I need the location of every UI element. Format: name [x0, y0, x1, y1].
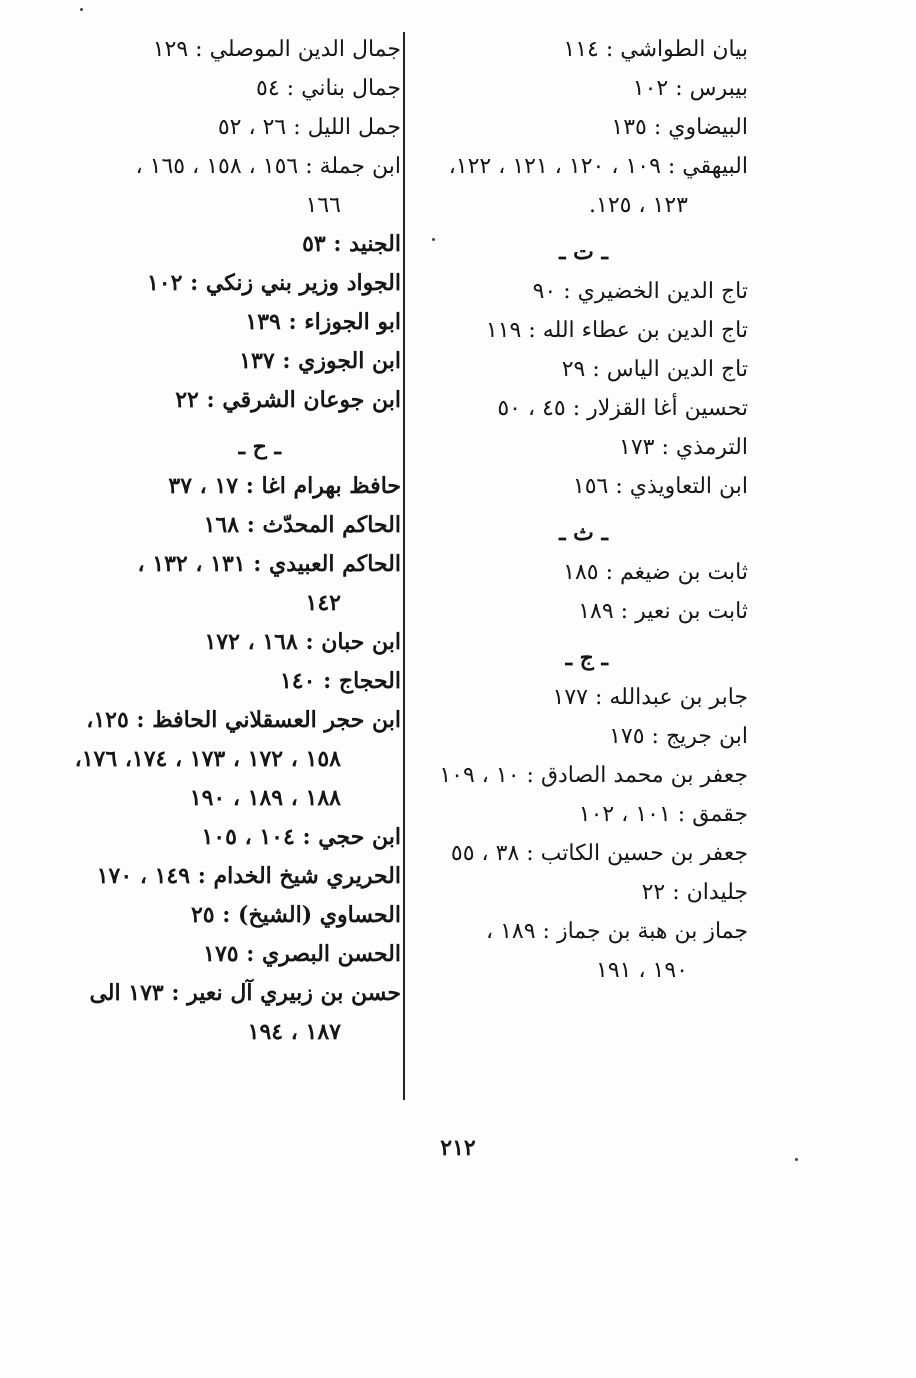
scan-speck — [795, 1158, 798, 1161]
index-entry: ابن حجي : ١٠٤ ، ١٠٥ — [201, 824, 401, 850]
left-entries-ha — [61, 467, 401, 1052]
page-number: ٢١٢ — [440, 1135, 476, 1161]
index-entry: جليدان : ٢٢ — [641, 880, 748, 905]
section-heading-ha: ـ ح ـ — [238, 434, 281, 460]
index-entry: الحجاج : ١٤٠ — [279, 668, 401, 694]
index-entry-continuation: ١٤٢ — [305, 590, 341, 616]
index-entry: ابو الجوزاء : ١٣٩ — [245, 309, 401, 335]
section-heading-ta: ـ ت ـ — [559, 239, 608, 265]
index-entry: ابن حبان : ١٦٨ ، ١٧٢ — [204, 629, 401, 655]
index-entry: حافظ بهرام اغا : ١٧ ، ٣٧ — [168, 473, 401, 499]
index-entry: بيان الطواشي : ١١٤ — [563, 37, 748, 62]
index-entry: الحساوي (الشيخ) : ٢٥ — [190, 902, 401, 928]
index-entry: ابن جملة : ١٥٦ ، ١٥٨ ، ١٦٥ ، — [135, 154, 401, 179]
right-entries-jim — [418, 678, 748, 990]
index-entry: البيضاوي : ١٣٥ — [611, 115, 748, 140]
index-entry: ابن التعاويذي : ١٥٦ — [572, 474, 748, 499]
left-index-column — [61, 30, 401, 1052]
index-entry: جابر بن عبدالله : ١٧٧ — [552, 685, 748, 710]
index-entry-continuation: ١٥٨ ، ١٧٢ ، ١٧٣ ، ١٧٤، ١٧٦، — [74, 746, 341, 772]
index-entry: الجواد وزير بني زنكي : ١٠٢ — [146, 270, 401, 296]
index-entry: البيهقي : ١٠٩ ، ١٢٠ ، ١٢١ ، ١٢٢، — [448, 154, 748, 179]
index-entry: ابن الجوزي : ١٣٧ — [239, 348, 401, 374]
index-entry-continuation: ١٨٧ ، ١٩٤ — [247, 1019, 341, 1045]
right-index-column — [418, 30, 748, 990]
right-entries-ta — [418, 272, 748, 506]
right-entries-ba — [418, 30, 748, 225]
index-entry: جعفر بن حسين الكاتب : ٣٨ ، ٥٥ — [450, 841, 748, 866]
index-entry-continuation: ١٨٨ ، ١٨٩ ، ١٩٠ — [189, 785, 341, 811]
index-entry: ابن جريج : ١٧٥ — [609, 724, 748, 749]
index-entry-continuation: ١٢٣ ، ١٢٥. — [589, 193, 688, 218]
index-entry-continuation: ١٦٦ — [305, 193, 341, 218]
index-entry: ثابت بن نعير : ١٨٩ — [578, 599, 748, 624]
index-entry: ابن حجر العسقلاني الحافظ : ١٢٥، — [86, 707, 401, 733]
index-entry: تاج الدين الخضيري : ٩٠ — [532, 279, 748, 304]
index-entry: جعفر بن محمد الصادق : ١٠ ، ١٠٩ — [439, 763, 748, 788]
index-entry: الحسن البصري : ١٧٥ — [203, 941, 401, 967]
index-entry: تاج الدين الياس : ٢٩ — [561, 357, 748, 382]
index-entry: جمال الدين الموصلي : ١٢٩ — [152, 37, 401, 62]
index-entry: الجنيد : ٥٣ — [302, 231, 401, 257]
index-entry: جقمق : ١٠١ ، ١٠٢ — [578, 802, 748, 827]
section-heading-jim: ـ ج ـ — [565, 645, 608, 671]
index-entry: بيبرس : ١٠٢ — [632, 76, 748, 101]
index-entry: جماز بن هبة بن جماز : ١٨٩ ، — [486, 919, 748, 944]
index-entry: جمل الليل : ٢٦ ، ٥٢ — [217, 115, 401, 140]
index-entry: تاج الدين بن عطاء الله : ١١٩ — [485, 318, 748, 343]
index-entry: حسن بن زبيري آل نعير : ١٧٣ الى — [89, 980, 401, 1006]
index-entry: ابن جوعان الشرقي : ٢٢ — [175, 387, 401, 413]
index-entry: جمال بناني : ٥٤ — [256, 76, 401, 101]
scan-speck — [80, 8, 83, 11]
column-divider — [403, 32, 405, 1100]
left-entries-jim — [61, 30, 401, 420]
index-entry: الحاكم العبيدي : ١٣١ ، ١٣٢ ، — [137, 551, 401, 577]
index-entry-continuation: ١٩٠ ، ١٩١ — [596, 958, 688, 983]
index-entry: الحاكم المحدّث : ١٦٨ — [203, 512, 401, 538]
section-heading-tha: ـ ث ـ — [559, 520, 608, 546]
right-entries-tha — [418, 553, 748, 631]
index-entry: ثابت بن ضيغم : ١٨٥ — [563, 560, 748, 585]
index-entry: الحريري شيخ الخدام : ١٤٩ ، ١٧٠ — [96, 863, 401, 889]
scan-speck — [432, 238, 435, 241]
index-entry: الترمذي : ١٧٣ — [619, 435, 748, 460]
index-entry: تحسين أغا القزلار : ٤٥ ، ٥٠ — [497, 396, 748, 421]
